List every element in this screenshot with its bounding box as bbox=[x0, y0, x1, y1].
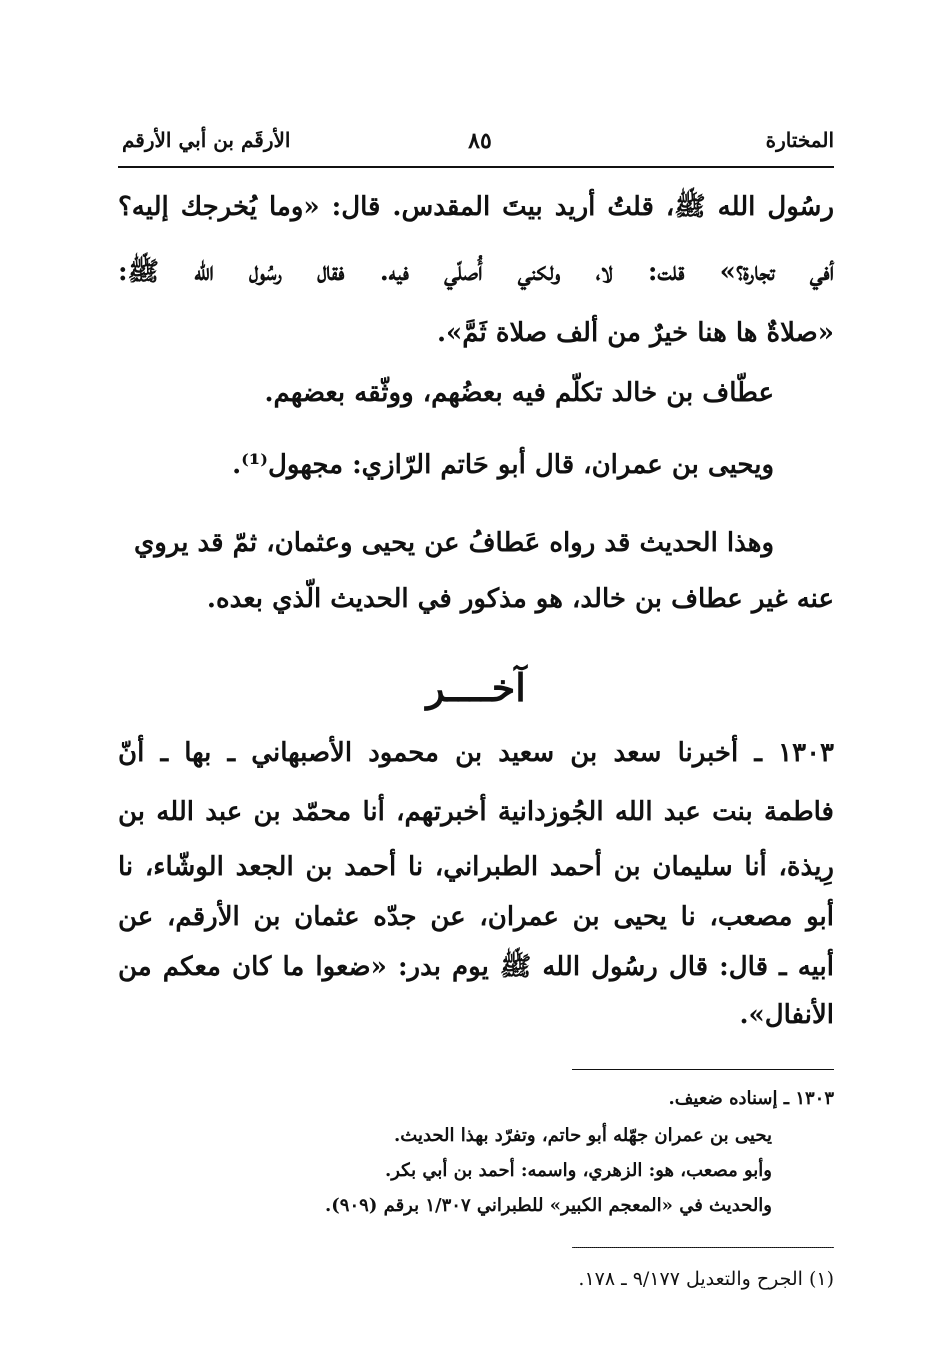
hadith-line-1: ١٣٠٣ ـ أخبرنا سعد بن سعيد بن محمود الأصبهاني ـ بها ـ أنّ bbox=[118, 738, 834, 768]
hadith-line-5: أبيه ـ قال: قال رسُول الله ﷺ يوم بدر: «ضعوا ما كان معكم من bbox=[118, 952, 834, 982]
footnote-line-3: وأبو مصعب، هو: الزهري، واسمه: أحمد بن أبي بكر. bbox=[384, 1160, 772, 1181]
body-line-6: وهذا الحديث قد رواه عَطافُ عن يحيى وعثمان، ثمّ قد يروي bbox=[133, 528, 774, 558]
hadith-line-2: فاطمة بنت عبد الله الجُوزدانية أخبرتهم، أنا محمّد بن عبد الله بن bbox=[118, 797, 834, 827]
body-line-7: عنه غير عطاف بن خالد، هو مذكور في الحديث الّذي بعده. bbox=[206, 584, 834, 614]
body-line-3: «صلاةٌ ها هنا خيرٌ من ألف صلاة ثَمَّ». bbox=[436, 318, 834, 348]
footnote-line-4: والحديث في «المعجم الكبير» للطبراني ١/٣٠٧ برقم (٩٠٩). bbox=[325, 1195, 772, 1216]
reference-note: (١) الجرح والتعديل ٩/١٧٧ ـ ١٧٨. bbox=[578, 1268, 834, 1290]
footnote-line-2: يحيى بن عمران جهّله أبو حاتم، وتفرّد بهذا الحديث. bbox=[394, 1125, 772, 1146]
header-rule bbox=[118, 166, 834, 168]
reference-separator bbox=[572, 1247, 834, 1248]
body-line-1: رسُول الله ﷺ، قلتُ أريد بيتَ المقدس. قال: «وما يُخرجك إليه؟ bbox=[118, 192, 834, 222]
section-heading: آخــــر bbox=[426, 665, 526, 710]
hadith-line-6: الأنفال». bbox=[739, 1000, 834, 1030]
body-line-4: عطّاف بن خالد تكلّم فيه بعضُهم، ووثّقه بعضهم. bbox=[264, 378, 774, 408]
header-book-title: المختارة bbox=[765, 128, 834, 152]
hadith-line-4: أبو مصعب، نا يحيى بن عمران، عن جدّه عثمان بن الأرقم، عن bbox=[118, 902, 834, 932]
page-number: ٨٥ bbox=[468, 128, 492, 154]
header-chapter-title: الأرقَم بن أبي الأرقم bbox=[122, 128, 291, 152]
hadith-line-3: رِيذة، أنا سليمان بن أحمد الطبراني، نا أحمد بن الجعد الوشّاء، نا bbox=[118, 852, 834, 882]
body-line-5: ويحيى بن عمران، قال أبو حَاتم الرّازي: مجهول⁽¹⁾. bbox=[232, 450, 774, 480]
footnote-line-1: ١٣٠٣ ـ إسناده ضعيف. bbox=[668, 1088, 834, 1109]
body-line-2: أفي تجارة؟» قلت: لا، ولكني أُصلّي فيه. فقال رسُول الله ﷺ: bbox=[118, 257, 834, 287]
footnote-separator bbox=[572, 1069, 834, 1070]
